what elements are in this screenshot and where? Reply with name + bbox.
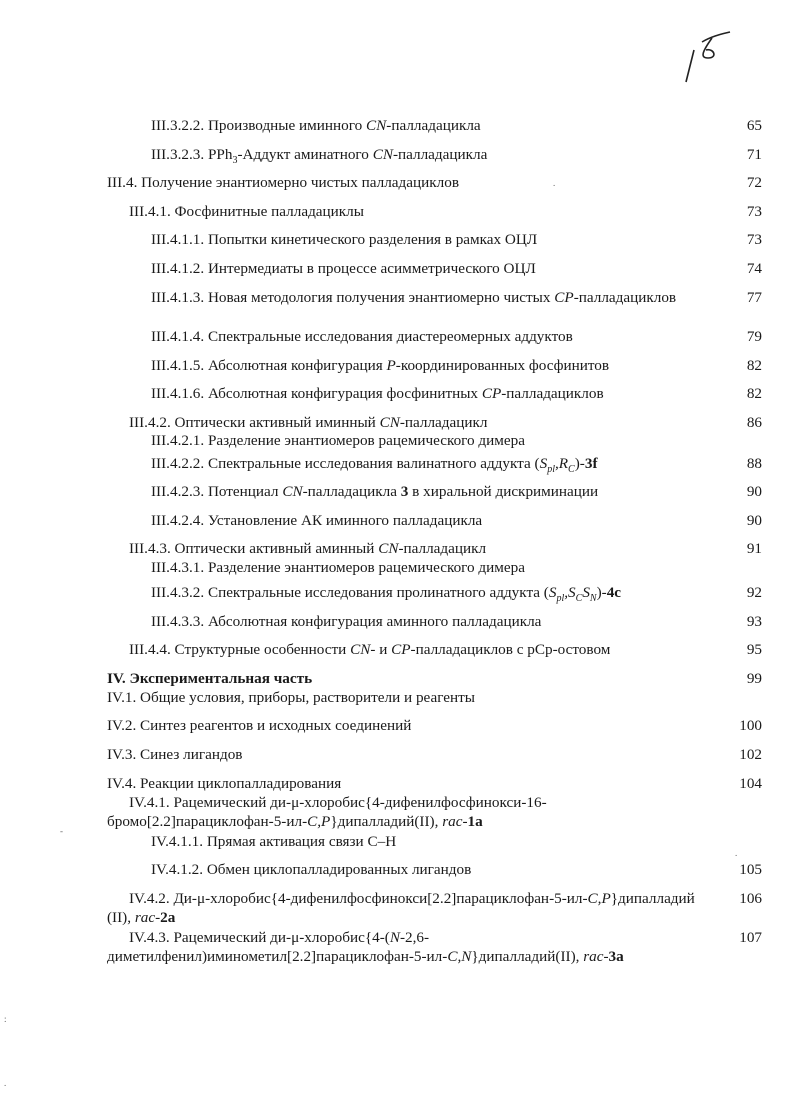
toc-entry: III.4.2. Оптически активный иминный CN-палладацикл 86 <box>129 414 762 431</box>
toc-page: 100 <box>739 717 762 734</box>
toc-entry <box>107 328 762 347</box>
toc-title: IV.1. Общие условия, приборы, растворители и реагенты <box>107 689 475 706</box>
toc-page: 82 <box>746 385 762 402</box>
toc-page: 91 <box>746 540 762 557</box>
toc-entry <box>107 174 762 193</box>
toc-entry <box>107 670 762 689</box>
toc-entry <box>107 613 762 632</box>
scan-speck: . <box>4 1078 7 1088</box>
toc-page: 90 <box>746 483 762 500</box>
toc-page: 107 <box>739 929 762 946</box>
toc-entry: IV.4.3. Рацемический ди-μ-хлоробис{4-(N-2,6-диметилфенил)иминометил[2.2]парациклофан-5-ил-C,N}дипалладий(II), rac-3a 107 <box>107 929 762 965</box>
toc-page: 104 <box>739 775 762 792</box>
toc-entry <box>107 775 762 794</box>
toc-title: III.4.2.1. Разделение энантиомеров рацемического димера <box>151 432 525 449</box>
scan-speck: : <box>4 1014 7 1024</box>
toc-entry: III.4.1.3. Новая методология получения энантиомерно чистых CP-палладациклов 77 <box>151 289 762 306</box>
toc-title: IV. Экспериментальная часть <box>107 670 313 687</box>
toc-entry: IV.4.1. Рацемический ди-μ-хлоробис{4-дифенилфосфинокси-16-бромо[2.2]парациклофан-5-ил-C,P}дипалладий(II), rac-1a <box>107 794 547 830</box>
toc-title: IV.2. Синтез реагентов и исходных соединений <box>107 717 412 734</box>
toc-title: IV.4.1.1. Прямая активация связи C–H <box>151 833 397 850</box>
toc-entry: III.4.2.2. Спектральные исследования валинатного аддукта $(S_{pl},R_C)-3f$ 88 <box>151 455 762 476</box>
toc-entry <box>107 833 762 852</box>
toc-entry: III.4.3.2. Спектральные исследования пролинатного аддукта $(S_{pl},S_CS_N)-4c$ 92 <box>151 584 762 605</box>
toc-title: III.4.1. Фосфинитные палладациклы <box>129 203 364 220</box>
toc-title: IV.4. Реакции циклопалладирования <box>107 775 342 792</box>
toc-title: III.4.1.4. Спектральные исследования диастереомерных аддуктов <box>151 328 573 345</box>
toc-entry: IV.4.2. Ди-μ-хлоробис{4-дифенилфосфинокси[2.2]парациклофан-5-ил-C,P}дипалладий (II), rac-2a 106 <box>107 890 762 926</box>
toc-entry: III.3.2.2. Производные иминного CN-палладацикла 65 <box>151 117 762 134</box>
toc-entry <box>107 512 762 531</box>
toc-page: 79 <box>746 328 762 345</box>
toc-page: 105 <box>739 861 762 878</box>
toc-page: 95 <box>746 641 762 658</box>
toc-entry: III.4.3. Оптически активный аминный CN-палладацикл 91 <box>129 540 762 557</box>
toc-entry <box>107 260 762 279</box>
toc-title: III.4.3.3. Абсолютная конфигурация аминного палладацикла <box>151 613 542 630</box>
toc-title: III.4.2.4. Установление АК иминного палладацикла <box>151 512 483 529</box>
toc-entry <box>107 432 762 451</box>
toc-page: 88 <box>746 455 762 472</box>
toc-title: IV.4.1.2. Обмен циклопалладированных лигандов <box>151 861 472 878</box>
toc-entry: III.4.1.5. Абсолютная конфигурация P-координированных фосфинитов 82 <box>151 357 762 374</box>
toc-title: III.4.1.1. Попытки кинетического разделения в рамках ОЦЛ <box>151 231 538 248</box>
toc-entry <box>107 717 762 736</box>
scan-speck: . <box>735 848 738 858</box>
toc-page: 92 <box>746 584 762 601</box>
toc-title: III.4.1.2. Интермедиаты в процессе асимметрического ОЦЛ <box>151 260 536 277</box>
toc-entry <box>107 861 762 880</box>
toc-page: 72 <box>746 174 762 191</box>
toc-entry <box>107 559 762 578</box>
scan-speck: - <box>60 826 63 836</box>
toc-entry: III.4.2.3. Потенциал CN-палладацикла 3 в хиральной дискриминации 90 <box>151 483 762 500</box>
toc-page: 65 <box>746 117 762 134</box>
toc-entry <box>107 689 762 708</box>
toc-page: 73 <box>746 231 762 248</box>
toc-page: 73 <box>746 203 762 220</box>
toc-title: III.4.3.1. Разделение энантиомеров рацемического димера <box>151 559 525 576</box>
toc-entry: III.3.2.3. PPh$_3$-Аддукт аминатного CN-палладацикла 71 <box>151 146 762 167</box>
toc-page: 93 <box>746 613 762 630</box>
toc-entry: III.4.4. Структурные особенности CN- и CP-палладациклов с pCp-остовом 95 <box>129 641 762 658</box>
toc-title: III.4. Получение энантиомерно чистых палладациклов <box>107 174 459 191</box>
toc-page: 106 <box>739 890 762 907</box>
toc-entry <box>107 231 762 250</box>
scan-speck: . <box>553 178 556 188</box>
toc-entry: III.4.1.6. Абсолютная конфигурация фосфинитных CP-палладациклов 82 <box>151 385 762 402</box>
toc-title: IV.3. Синез лигандов <box>107 746 243 763</box>
toc-page: 82 <box>746 357 762 374</box>
toc-page: 74 <box>746 260 762 277</box>
toc-page: 99 <box>746 670 762 687</box>
toc-page: 102 <box>739 746 762 763</box>
toc-page: 77 <box>746 289 762 306</box>
toc-page: 71 <box>746 146 762 163</box>
toc-page: 86 <box>746 414 762 431</box>
toc-entry <box>107 203 762 222</box>
toc-page: 90 <box>746 512 762 529</box>
toc-entry <box>107 746 762 765</box>
